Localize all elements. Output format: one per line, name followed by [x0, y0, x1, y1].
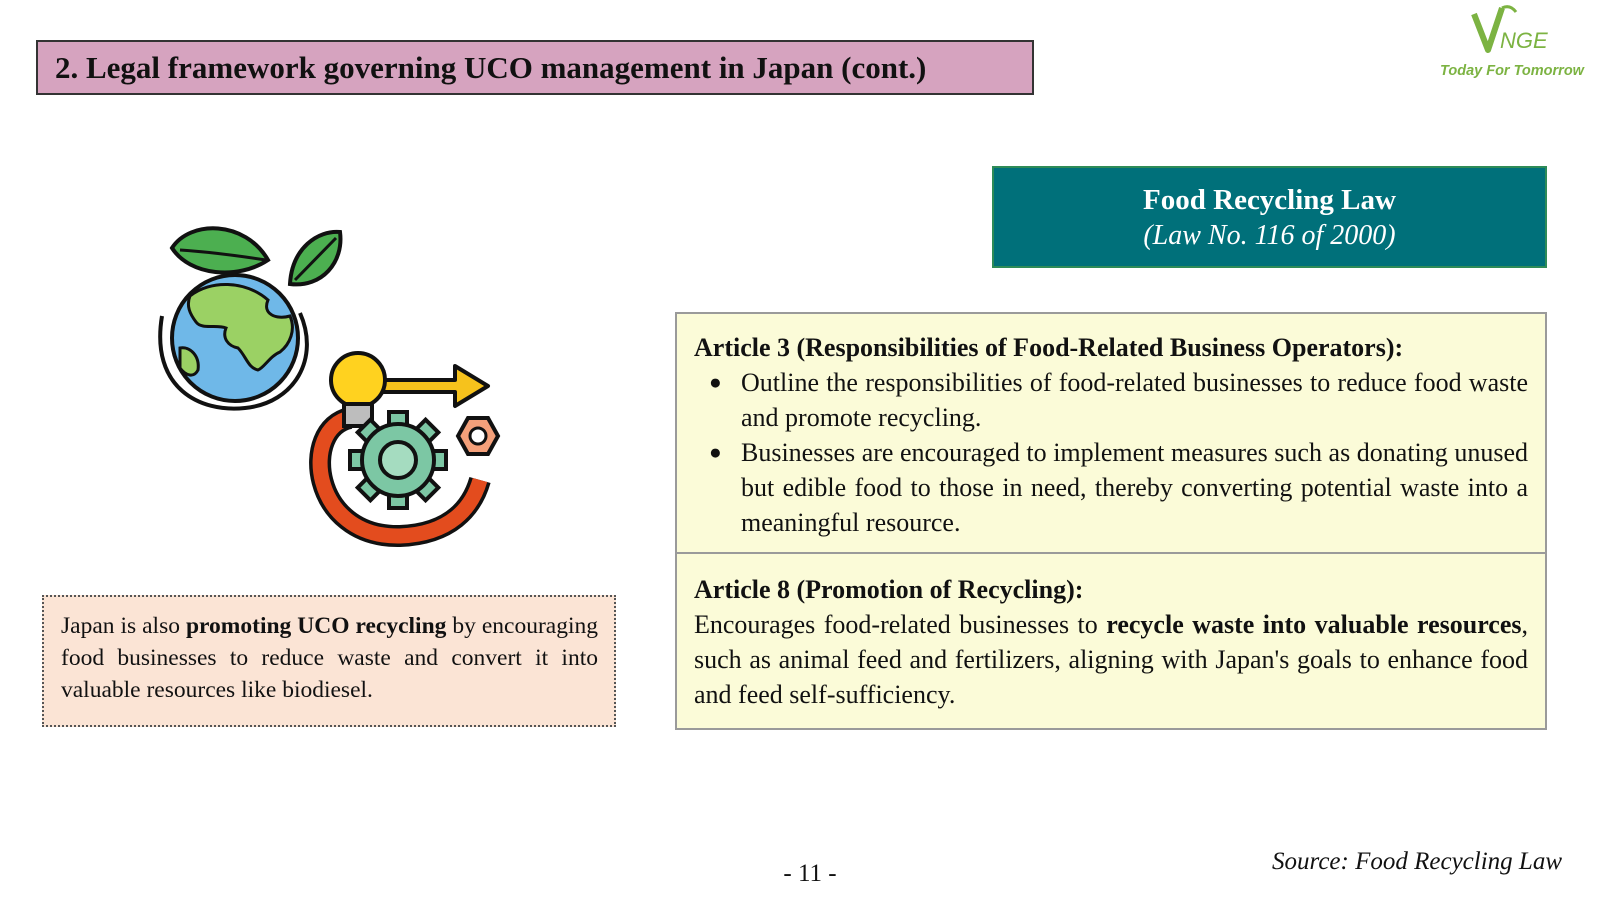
globe-recycling-innovation-icon: [150, 218, 520, 558]
uco-note-box: [42, 595, 616, 727]
svg-text:NGE: NGE: [1500, 28, 1548, 53]
law-subtitle: (Law No. 116 of 2000): [1143, 220, 1396, 251]
article-8-section: [677, 554, 1545, 712]
article-3-bullets: [694, 365, 1528, 540]
article-8-text: [694, 607, 1528, 712]
article-8-text-after: , such as animal feed and fertilizers, aligning with Japan's goals to enhance food and feed self-sufficiency.: [694, 610, 1528, 709]
page-number: - 11 -: [783, 860, 837, 887]
article-3-heading: Article 3 (Responsibilities of Food-Related Business Operators):: [694, 333, 1404, 362]
article-3-bullet: ● Businesses are encouraged to implement measures such as donating unused but edible food to those in need, thereby converting potential waste into a meaningful resource.: [694, 435, 1528, 540]
source-citation: Source: Food Recycling Law: [1272, 848, 1562, 875]
food-recycling-law-header: [992, 166, 1547, 268]
page-title: [36, 40, 1034, 95]
article-3-section: [677, 314, 1545, 554]
article-8-heading: Article 8 (Promotion of Recycling):: [694, 575, 1084, 604]
article-8-text-bold: recycle waste into valuable resources: [1106, 610, 1522, 639]
note-text-before: Japan is also: [61, 613, 186, 639]
note-text-bold: promoting UCO recycling: [185, 613, 447, 639]
law-title: Food Recycling Law: [1143, 184, 1396, 216]
page-title-text: 2. Legal framework governing UCO management in Japan (cont.): [55, 49, 927, 85]
vnge-logo-mark: [1470, 2, 1554, 58]
logo: [1432, 2, 1592, 92]
article-3-bullet: ● Outline the responsibilities of food-related businesses to reduce food waste and promote recycling.: [694, 365, 1528, 435]
article-8-text-before: Encourages food-related businesses to: [694, 610, 1107, 639]
articles-table: [675, 312, 1547, 730]
logo-tagline: Today For Tomorrow: [1440, 63, 1584, 79]
note-text-after: by encouraging food businesses to reduce waste and convert it into valuable resources like biodiesel.: [61, 613, 598, 703]
